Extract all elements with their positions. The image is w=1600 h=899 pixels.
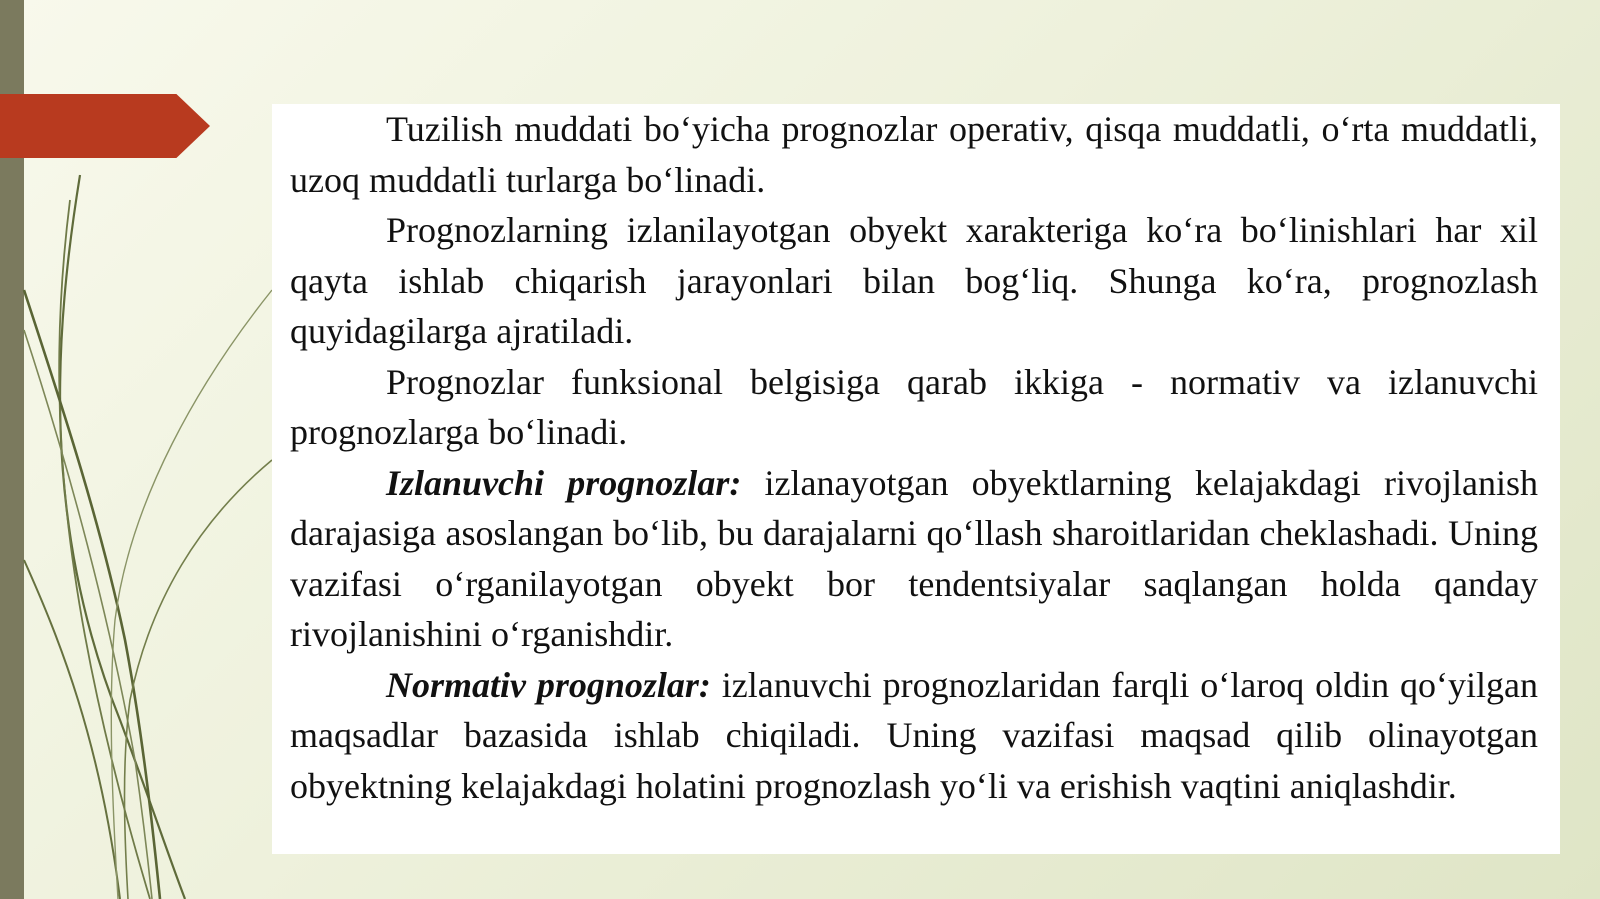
paragraph-text: Prognozlarning izlanilayotgan obyekt xarakteriga koʻra boʻlinishlari har xil qayta ishlab chiqarish jarayonlari bilan bogʻliq. Shunga koʻra, prognozlash quyidagilarga ajratiladi. xyxy=(290,210,1538,351)
paragraph xyxy=(290,357,1538,458)
paragraph xyxy=(290,660,1538,812)
paragraph-text: Prognozlar funksional belgisiga qarab ikkiga - normativ va izlanuvchi prognozlarga boʻlinadi. xyxy=(290,361,1538,452)
text-panel xyxy=(272,104,1560,854)
paragraph-text: Tuzilish muddati boʻyicha prognozlar operativ, qisqa muddatli, oʻrta muddatli, uzoq muddatli turlarga boʻlinadi. xyxy=(290,109,1538,200)
paragraph-text: izlanuvchi prognozlaridan farqli oʻlaroq oldin qoʻyilgan maqsadlar bazasida ishlab chiqiladi. Uning vazifasi maqsad qilib olinayotgan obyektning kelajakdagi holatini prognozlash yoʻli va erishish vaqtini aniqlashdir. xyxy=(290,664,1538,806)
paragraph xyxy=(290,205,1538,357)
paragraph-text: izlanayotgan obyektlarning kelajakdagi rivojlanish darajasiga asoslangan boʻlib, bu darajalarni qoʻllash sharoitlaridan cheklashadi. Uning vazifasi oʻrganilayotgan obyekt bor tendentsiyalar saqlangan holda qanday rivojlanishini oʻrganishdir. xyxy=(290,462,1538,654)
term-normativ: Normativ prognozlar: xyxy=(386,664,711,705)
paragraph xyxy=(290,104,1538,205)
term-izlanuvchi: Izlanuvchi prognozlar: xyxy=(386,462,742,503)
paragraph xyxy=(290,458,1538,660)
red-arrow-tab xyxy=(0,94,210,158)
